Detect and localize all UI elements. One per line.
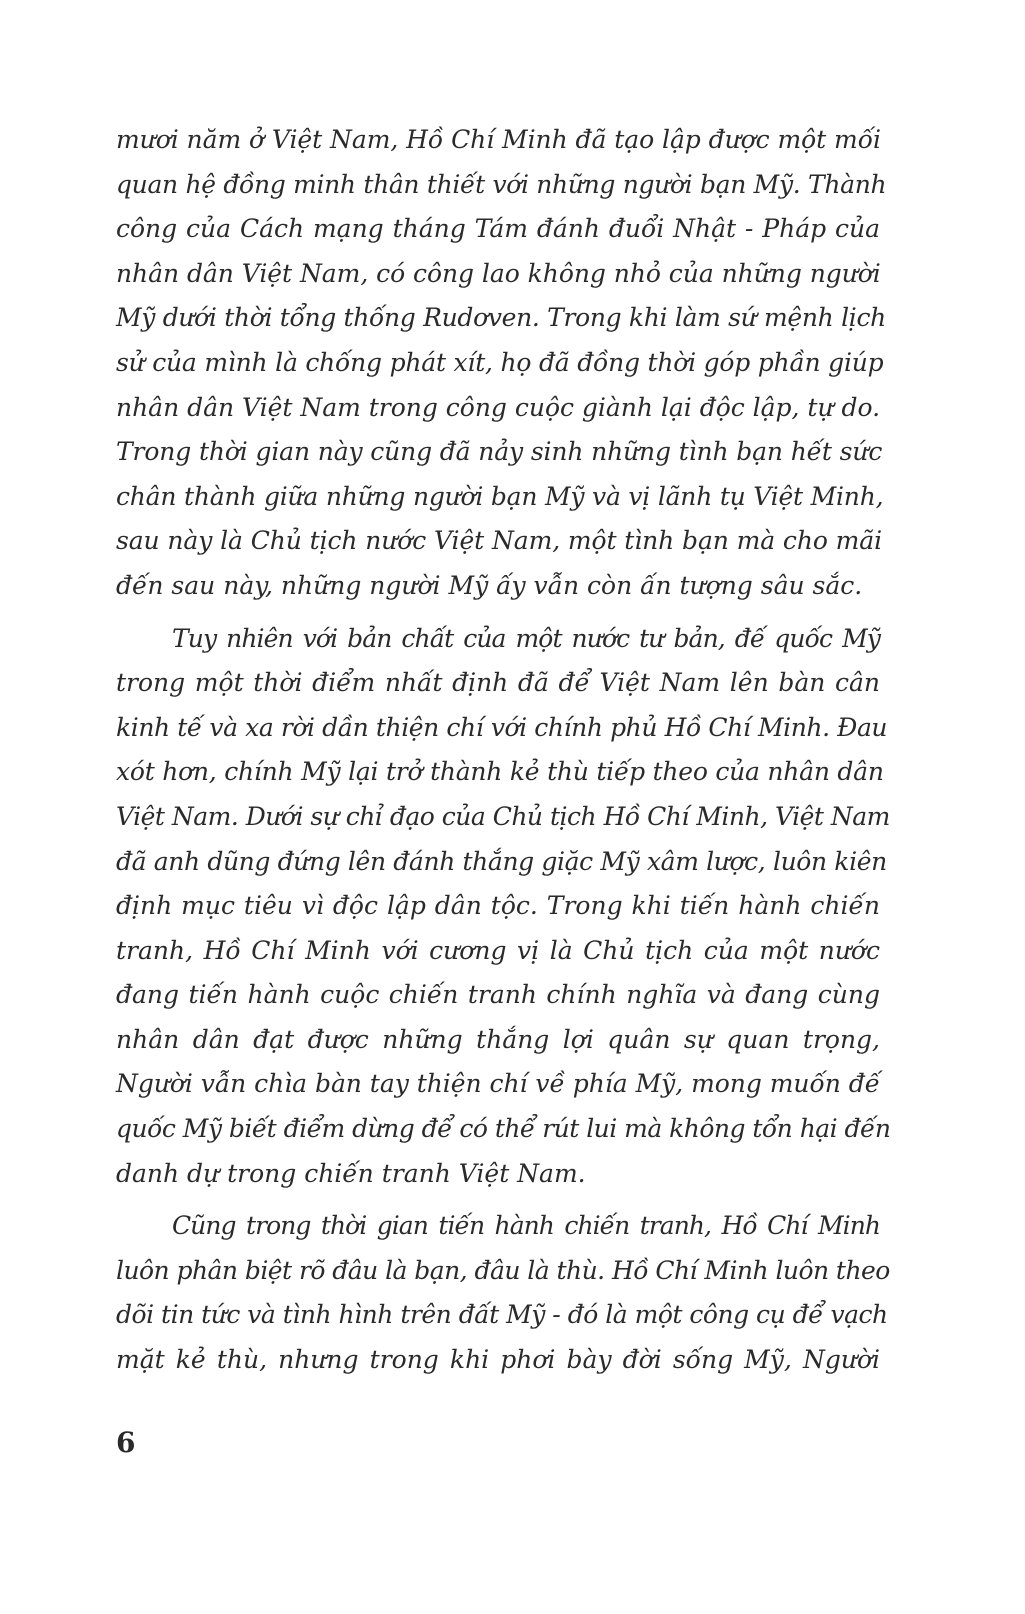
text-line: Mỹ dưới thời tổng thống Rudơven. Trong khi làm sứ mệnh lịch [116, 303, 886, 333]
text-line: Trong thời gian này cũng đã nảy sinh những tình bạn hết sức [116, 437, 883, 467]
paragraph-1 [116, 118, 887, 609]
text-line: nhân dân Việt Nam trong công cuộc giành lại độc lập, tự do. [116, 392, 881, 422]
text-line: Tuy nhiên với bản chất của một nước tư bản, đế quốc Mỹ [172, 623, 880, 653]
text-line: dõi tin tức và tình hình trên đất Mỹ - đó là một công cụ để vạch [116, 1300, 888, 1330]
text-line: công của Cách mạng tháng Tám đánh đuổi Nhật - Pháp của [116, 214, 880, 244]
text-line: Người vẫn chìa bàn tay thiện chí về phía Mỹ, mong muốn đế [116, 1069, 881, 1099]
text-line: danh dự trong chiến tranh Việt Nam. [116, 1158, 586, 1188]
text-line: định mục tiêu vì độc lập dân tộc. Trong khi tiến hành chiến [116, 891, 880, 921]
text-line: sau này là Chủ tịch nước Việt Nam, một tình bạn mà cho mãi [116, 526, 882, 556]
text-line: mặt kẻ thù, nhưng trong khi phơi bày đời sống Mỹ, Người [116, 1345, 880, 1375]
text-line: chân thành giữa những người bạn Mỹ và vị lãnh tụ Việt Minh, [116, 481, 884, 511]
text-line: trong một thời điểm nhất định đã để Việt Nam lên bàn cân [116, 668, 880, 698]
text-line: đang tiến hành cuộc chiến tranh chính nghĩa và đang cùng [116, 980, 880, 1010]
text-line: Cũng trong thời gian tiến hành chiến tranh, Hồ Chí Minh [172, 1211, 880, 1241]
page-number: 6 [116, 1426, 136, 1459]
text-line: Việt Nam. Dưới sự chỉ đạo của Chủ tịch Hồ Chí Minh, Việt Nam [116, 801, 890, 831]
text-line: tranh, Hồ Chí Minh với cương vị là Chủ tịch của một nước [116, 935, 880, 965]
paragraph-2 [116, 617, 891, 1197]
text-line: nhân dân đạt được những thắng lợi quân sự quan trọng, [116, 1024, 880, 1054]
paragraph-3 [116, 1204, 890, 1382]
text-line: kinh tế và xa rời dần thiện chí với chính phủ Hồ Chí Minh. Đau [116, 712, 888, 742]
text-line: quốc Mỹ biết điểm dừng để có thể rút lui mà không tổn hại đến [116, 1114, 891, 1144]
text-line: mươi năm ở Việt Nam, Hồ Chí Minh đã tạo lập được một mối [116, 125, 881, 154]
text-line: xót hơn, chính Mỹ lại trở thành kẻ thù tiếp theo của nhân dân [116, 757, 884, 787]
text-line: sử của mình là chống phát xít, họ đã đồng thời góp phần giúp [116, 347, 884, 377]
text-line: đến sau này, những người Mỹ ấy vẫn còn ấn tượng sâu sắc. [116, 570, 863, 600]
text-line: quan hệ đồng minh thân thiết với những người bạn Mỹ. Thành [116, 169, 887, 199]
text-line: luôn phân biệt rõ đâu là bạn, đâu là thù. Hồ Chí Minh luôn theo [116, 1255, 890, 1285]
text-line: nhân dân Việt Nam, có công lao không nhỏ của những người [116, 258, 881, 288]
text-line: đã anh dũng đứng lên đánh thắng giặc Mỹ xâm lược, luôn kiên [116, 846, 887, 876]
body-text [116, 118, 891, 1391]
